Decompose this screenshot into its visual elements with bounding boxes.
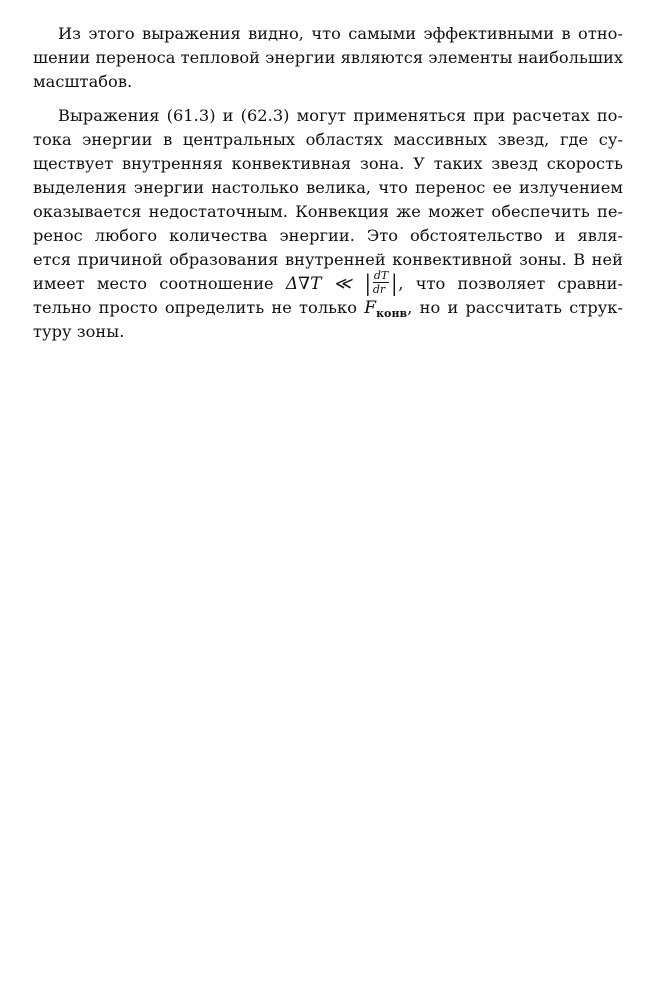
text-line: Выражения (61.3) и (62.3) могут применяться при расчетах по- bbox=[58, 106, 623, 125]
text-line: туру зоны. bbox=[33, 322, 125, 341]
text-line: Из этого выражения видно, что самыми эффективными в отно- bbox=[58, 24, 623, 43]
abs-bar-left: | bbox=[364, 270, 371, 297]
abs-bar-right: | bbox=[391, 270, 398, 297]
math-variable-letter: F bbox=[364, 298, 377, 318]
math-lhs: Δ∇T bbox=[285, 274, 322, 294]
fraction-denominator: dr bbox=[372, 283, 386, 296]
math-fraction bbox=[373, 270, 389, 295]
text-span: , что позволяет сравни- bbox=[398, 274, 623, 293]
text-line: шении переноса тепловой энергии являются элементы наибольших bbox=[33, 48, 623, 67]
math-operator: ≪ bbox=[333, 274, 352, 294]
text-line-with-formula bbox=[33, 296, 623, 320]
text-line: масштабов. bbox=[33, 72, 133, 91]
text-line: ренос любого количества энергии. Это обстоятельство и явля- bbox=[33, 226, 623, 245]
text-span: , но и рассчитать струк- bbox=[407, 298, 623, 317]
text-span: имеет место соотношение bbox=[33, 274, 274, 293]
page-text bbox=[33, 22, 623, 344]
text-line: тока энергии в центральных областях массивных звезд, где су- bbox=[33, 130, 623, 149]
math-subscript: конв bbox=[376, 307, 408, 320]
text-line: ществует внутренняя конвективная зона. У таких звезд скорость bbox=[33, 154, 623, 173]
text-line: выделения энергии настолько велика, что перенос ее излучением bbox=[33, 178, 623, 197]
math-variable bbox=[364, 298, 407, 318]
text-line: ется причиной образования внутренней конвективной зоны. В ней bbox=[33, 250, 623, 269]
text-line: оказывается недостаточным. Конвекция же может обеспечить пе- bbox=[33, 202, 623, 221]
fraction-numerator: dT bbox=[373, 269, 389, 282]
paragraph-2 bbox=[33, 104, 623, 344]
text-span: тельно просто определить не только bbox=[33, 298, 357, 317]
text-line-with-formula bbox=[33, 269, 623, 297]
paragraph-1 bbox=[33, 22, 623, 94]
